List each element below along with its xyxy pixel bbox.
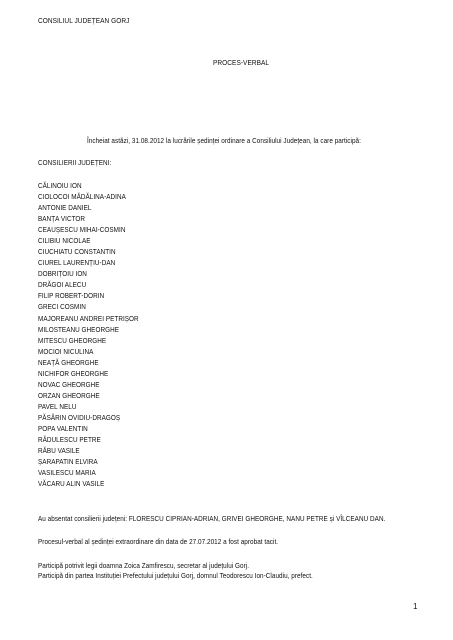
councillor-name: PAVEL NELU: [38, 402, 77, 411]
councillor-name: POPA VALENTIN: [38, 424, 88, 433]
councillor-name: MITESCU GHEORGHE: [38, 336, 107, 345]
councillor-name: FILIP ROBERT-DORIN: [38, 291, 105, 300]
councillor-name: ANTONIE DANIEL: [38, 203, 92, 212]
councillor-name: NOVAC GHEORGHE: [38, 380, 100, 389]
councillor-name: CEAUȘESCU MIHAI-COSMIN: [38, 225, 126, 234]
councillor-name: NICHIFOR GHEORGHE: [38, 369, 109, 378]
councillor-name: PĂSĂRIN OVIDIU-DRAGOȘ: [38, 413, 121, 422]
councillor-name: RĂBU VASILE: [38, 446, 80, 455]
document-title: PROCES-VERBAL: [213, 58, 270, 67]
councillor-name: BANȚA VICTOR: [38, 214, 86, 223]
councillor-name: VĂCARU ALIN VASILE: [38, 479, 105, 488]
councillor-name: DOBRIȚOIU ION: [38, 269, 87, 278]
participant-secretary: Participă potrivit legii doamna Zoica Zamfirescu, secretar al județului Gorj.: [38, 561, 250, 570]
absent-councillors: Au absentat consilierii județeni: FLORESCU CIPRIAN-ADRIAN, GRIVEI GHEORGHE, NANU PETRE și VÎLCEANU DAN.: [38, 514, 386, 523]
page-number: 1: [413, 602, 418, 611]
councillor-name: MILOSTEANU GHEORGHE: [38, 325, 119, 334]
participant-prefect: Participă din partea Instituției Prefectului județului Gorj, domnul Teodorescu Ion-Claudiu, prefect.: [38, 571, 313, 580]
councillor-name: CIUCHIATU CONSTANTIN: [38, 247, 116, 256]
councillor-name: MOCIOI NICULINA: [38, 347, 94, 356]
councillor-name: CIOLOCOI MĂDĂLINA-ADINA: [38, 192, 126, 201]
minutes-approval-note: Procesul-verbal al ședinței extraordinare din data de 27.07.2012 a fost aprobat tacit.: [38, 537, 279, 546]
councillor-name: MAJOREANU ANDREI PETRIȘOR: [38, 314, 139, 323]
councillor-name: ORZAN GHEORGHE: [38, 391, 100, 400]
councillor-name: CIUREL LAURENȚIU-DAN: [38, 258, 116, 267]
councillor-name: GRECI COSMIN: [38, 302, 86, 311]
councillor-name: CILIBIU NICOLAE: [38, 236, 91, 245]
intro-paragraph: Încheiat astăzi, 31.08.2012 la lucrările ședinței ordinare a Consiliului Județean, la care participă:: [87, 136, 361, 145]
councillors-section-label: CONSILIERII JUDEȚENI:: [38, 158, 112, 167]
councillor-name: DRĂGOI ALECU: [38, 280, 87, 289]
councillor-name: NEAȚĂ GHEORGHE: [38, 358, 99, 367]
councillor-name: RĂDULESCU PETRE: [38, 435, 101, 444]
councillor-name: VASILESCU MARIA: [38, 468, 96, 477]
councillor-name: CĂLINOIU ION: [38, 181, 82, 190]
councillor-name: ȘARAPATIN ELVIRA: [38, 457, 98, 466]
council-header: CONSILIUL JUDEȚEAN GORJ: [38, 16, 130, 25]
